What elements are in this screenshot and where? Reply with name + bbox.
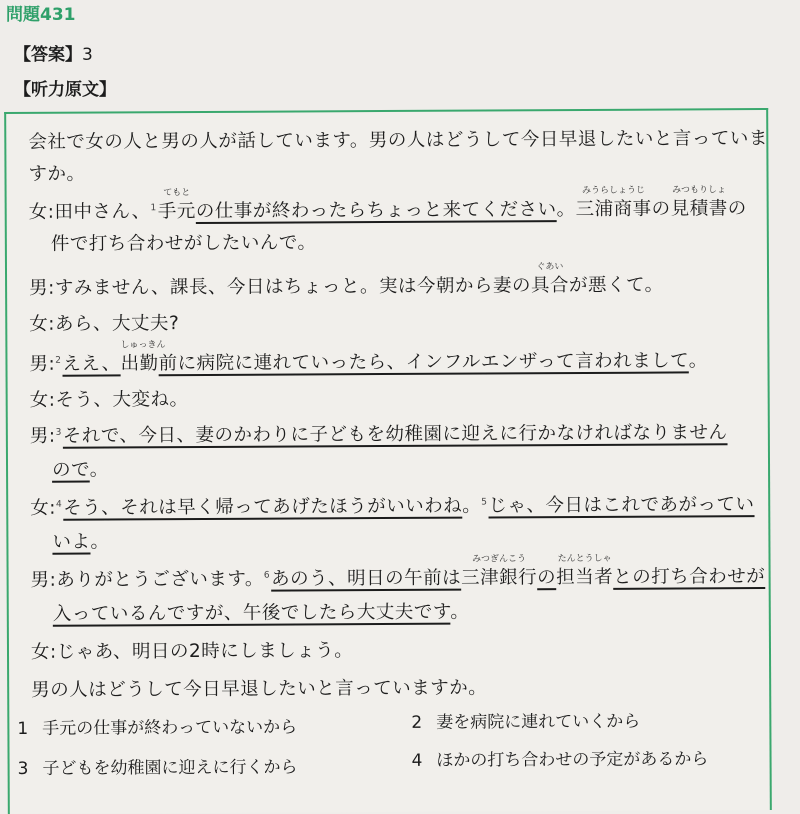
option-4: 4 ほかの打ち合わせの予定があるから <box>411 749 709 771</box>
dialogue-line: 男:$^2$ええ、 しゅっきん 出勤前に病院に連れていったら、インフルエンザって言われまして。 <box>29 346 707 376</box>
option-1: 1 手元の仕事が終わっていないから <box>17 717 298 739</box>
furigana: しゅっきん <box>120 340 166 351</box>
furigana: たんとうしゃ <box>557 553 612 565</box>
option-2: 2 妻を病院に連れていくから <box>411 711 641 733</box>
furigana: てもと <box>163 188 191 199</box>
dialogue-line: 男:ありがとうございます。$^6$あのう、明日の午前は みつぎんこう 三津銀行の たんとうしゃ 担当者との打ち合わせが <box>31 562 766 592</box>
transcript-heading: 【听力原文】 <box>14 80 116 100</box>
dialogue-line: 女:あら、大丈夫? <box>29 313 180 335</box>
intro-line-1: 会社で女の人と男の人が話しています。男の人はどうして今日早退したいと言っていま <box>28 128 768 153</box>
furigana: みつぎんこう <box>472 554 526 565</box>
dialogue-line: 女:そう、大変ね。 <box>29 389 189 411</box>
dialogue-line: いよ。 <box>52 531 110 553</box>
answer-value: 3 <box>82 45 93 65</box>
furigana: ぐあい <box>536 262 564 273</box>
dialogue-line: 女:$^4$そう、それは早く帰ってあげたほうがいいわね。$^5$じゃ、今日はこれであがってい <box>30 494 755 519</box>
marker: 1 <box>150 203 157 214</box>
dialogue-line: 男:$^3$それで、今日、妻のかわりに子どもを幼稚園に迎えに行かなければなりません <box>29 422 728 447</box>
intro-line-2: すか。 <box>28 163 86 185</box>
option-3: 3 子どもを幼稚園に迎えに行くから <box>17 757 298 779</box>
dialogue-line: 女:じゃあ、明日の2時にしましょう。 <box>30 640 354 663</box>
question-line: 男の人はどうして今日早退したいと言っていますか。 <box>31 677 488 701</box>
furigana: みつもりしょ <box>672 185 727 196</box>
marker: 6 <box>263 570 271 581</box>
dialogue-line: ので。 <box>51 459 109 481</box>
marker: 3 <box>55 427 62 438</box>
marker: 4 <box>55 499 63 510</box>
answer-label: 【答案】 <box>14 45 82 65</box>
answer-line <box>14 40 93 65</box>
dialogue-line: 男:すみません、課長、今日はちょっと。実は今朝から妻の ぐあい 具合が悪くて。 <box>29 271 664 300</box>
marker: 5 <box>481 497 488 508</box>
marker: 2 <box>55 355 62 366</box>
transcript-panel <box>4 108 772 814</box>
furigana: みうらしょうじ <box>582 185 646 196</box>
dialogue-line: 入っているんですが、午後でしたら大丈夫です。 <box>52 601 470 625</box>
problem-number: 問題431 <box>6 5 76 25</box>
dialogue-line: 女:田中さん、$^1$ てもと 手元の仕事が終わったらちょっと来てください。 みうらしょうじ 三浦商事の みつもりしょ 見積書の <box>29 194 747 224</box>
dialogue-line: 件で打ち合わせがしたいんで。 <box>50 232 317 255</box>
